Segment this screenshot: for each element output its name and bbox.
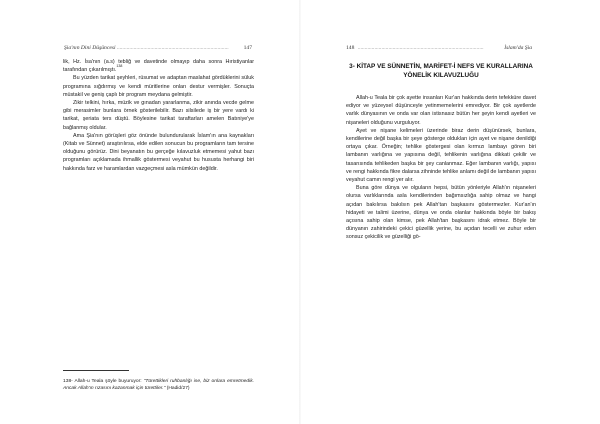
left-paragraph: Ama Şia'nın görüşleri göz önünde bulundurularak İslam'ın ana kaynakları (Kitab ve Sünnet) araştırılırsa, elde edilen sonucun bu programların tam tersine olduğunu görürüz. Dini beyanatın bu gerçeğe kılavuzluk etmemesi yahut bazı programları açıklamada ihmallik göstermesi veyahut bu hususta herhangi biri hakkında farz ve haramlardan vazgeçmesi asla mümkün değildir.	[63, 132, 254, 172]
section-title: 3- KİTAP VE SÜNNETİN, MARİFET-İ NEFS VE KURALLARINA YÖNELİK KILAVUZLUĞU	[349, 63, 533, 79]
footnote-ref: (Hadid/27)	[166, 386, 190, 392]
right-body-text	[346, 94, 536, 242]
right-page	[300, 0, 600, 424]
footnote-marker: 138	[116, 64, 123, 69]
right-header-title: İslam'da Şia	[504, 45, 532, 51]
right-page-header	[346, 45, 532, 51]
footnote-quote: "Türettikleri ruhbanlığı ise, biz onlara emretmedik. Ancak Allah'ın rızasını kazanmak için türettiler."	[63, 379, 254, 392]
footnote-rule	[63, 370, 129, 371]
footnote-number: 138-	[63, 379, 73, 384]
left-paragraph: lik, Hz. İsa'nın (a.s) tebliğ ve davetinde olmayıp daha sonra Hıristiyanlar tarafından çıkarılmıştı.$^{138}$	[63, 59, 254, 74]
left-paragraph: Zikir telkini, hırka, müzik ve gınadan yararlanma, zikir anında vecde gelme gibi merasimler bunlara örnek gösterilebilir. Bazı silsilede iş bir yere vardı ki tarikat, şeriata ters düştü. Böylesine tarikat taraftarları amelen Batıniye'ye bağlanmış oldular.	[63, 100, 254, 131]
footnote	[63, 378, 254, 392]
right-paragraph: Ayet ve nişane kelimeleri üzerinde biraz derin düşünürsek, bunlara, kendilerine değil başka bir şeye gösterge oldukları için ayet ve nişane denildiği ortaya çıkar. Örneğin; tehlike göstergesi olan kırmızı lambayı gören biri lambanın varlığına ve yapısına değil, tehlikenin varlığına dikkati çekilir ve tasarısında tehlikeden başka bir şey canlanmaz. Eğer lambanın varlığı, yapısı ve rengi hakkında fikre dalarsa zihninde tehlike anlamı değil de lambanın yapısı veyahut camın rengi yer alır.	[346, 127, 536, 184]
left-header-title: Şia'nın Dini Düşüncesi	[64, 45, 116, 51]
footnote-lead: Allah-u Teala şöyle buyuruyor:	[74, 379, 142, 384]
left-body-text	[63, 58, 254, 173]
left-header-dots: ................................................................................	[116, 45, 229, 51]
left-page-header	[64, 45, 252, 51]
right-paragraph: Buna göre dünya ve olguların hepsi, bütün yönleriyle Allah'ın nişaneleri olursa varlıklarında asla kendilerinden bağımsızlığa sahip olmaz ve hangi açıdan bakılırsa bakılsın pek Allah'tan başkasını göstermezler. Kur'an'ın hidayeti ve talimi üzerine, dünya ve onda olanlar hakkında böyle bir bakış açısına sahip olan kimse, pek Allah'tan başkasını idrak etmez. Böyle bir dünyanın zahirindeki çekici güzellik yerine, bu açıdan tecelli ve zuhur eden sonsuz çekicilik ve güzelliği gö-	[346, 185, 536, 241]
right-header-dots: ..........................................................................................	[357, 45, 484, 51]
left-page-number: 147	[243, 45, 252, 51]
left-paragraph: Bu yüzden tarikat şeyhleri, rüsumat ve adaptan maslahat gördüklerini süluk programına sığdırmış ve kendi müritlerine onları destur vermişler. Sonuçta müstakil ve geniş çaplı bir program meydana gelmiştir.	[63, 75, 254, 98]
right-paragraph: Allah-u Teala bir çok ayette insanları Kur'an hakkında derin tefekküre davet ediyor ve yüzeysel düşünceyle yetinmemelerini emrediyor. Bir çok ayetlerde varlık dünyasının ve onda var olan istisnasız bütün her şeyin kendi ayetleri ve nişaneleri olduğunu vurguluyor.	[346, 95, 536, 126]
right-page-number: 148	[346, 45, 355, 51]
